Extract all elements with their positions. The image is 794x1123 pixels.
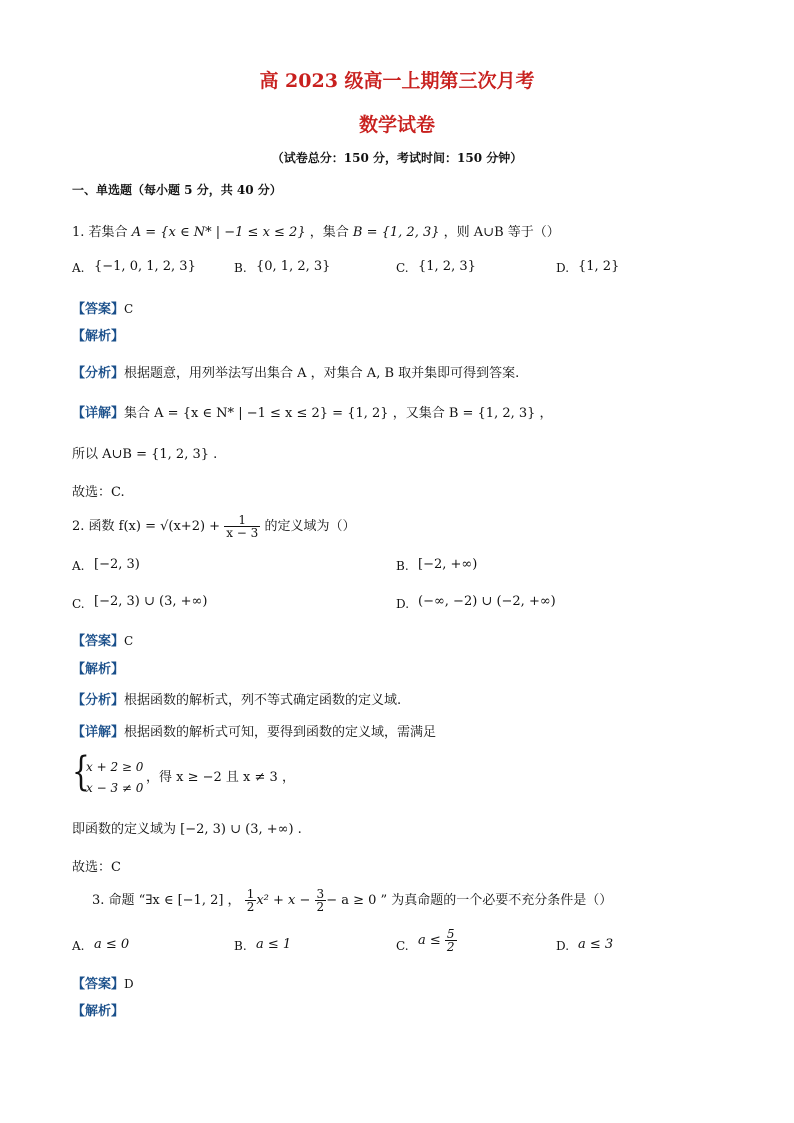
q3-option-b: a ≤ 1 [256, 937, 292, 952]
q2-option-c-label: C. [72, 597, 85, 611]
q3-option-c-label: C. [396, 939, 409, 953]
q3-analysis-label: 【解析】 [72, 1004, 125, 1019]
q2-detail-2: 即函数的定义域为 [−2, 3) ∪ (3, +∞) . [72, 822, 302, 837]
exam-subject: 数学试卷 [358, 114, 435, 136]
q3-option-d: a ≤ 3 [578, 937, 614, 952]
q1-option-a: {−1, 0, 1, 2, 3} [94, 259, 196, 274]
q2-system-brace: { [72, 749, 90, 795]
q3-option-c: a ≤ $\frac{5}{2}$ [418, 927, 455, 954]
q3-option-a-label: A. [72, 939, 85, 953]
q2-system-line-1: x + 2 ≥ 0 [86, 760, 144, 774]
exam-info: （试卷总分：150 分，考试时间：150 分钟） [271, 151, 523, 165]
q2-stem: 2. 函数 f(x) = √(x+2) + $\frac{1}{x - 3}$ 的定义域为（） [72, 513, 356, 540]
q3-option-b-label: B. [234, 939, 247, 953]
q1-detail: 【详解】集合 A = {x ∈ N* | −1 ≤ x ≤ 2} = {1, 2} ，又集合 B = {1, 2, 3} ， [72, 406, 553, 421]
q1-option-b-label: B. [234, 261, 247, 275]
q2-option-a-label: A. [72, 559, 85, 573]
section-heading: 一、单选题（每小题 5 分，共 40 分） [72, 183, 282, 197]
q1-conclusion: 故选：C. [72, 485, 125, 500]
q2-option-d-label: D. [396, 597, 410, 611]
q1-option-c: {1, 2, 3} [418, 259, 476, 274]
q3-answer: 【答案】D [72, 977, 134, 992]
q1-option-d-label: D. [556, 261, 570, 275]
q1-set-a: A = {x ∈ N* | −1 ≤ x ≤ 2} [131, 225, 306, 240]
q1-analysis-label: 【解析】 [72, 329, 125, 344]
q1-fenxi: 【分析】根据题意，用列举法写出集合 A ，对集合 A, B 取并集即可得到答案. [72, 366, 520, 381]
q2-fenxi: 【分析】根据函数的解析式，列不等式确定函数的定义域. [72, 693, 402, 708]
q2-fraction: $\frac{1}{x - 3}$ [226, 513, 259, 540]
q1-answer: 【答案】C [72, 302, 134, 317]
q2-option-c: [−2, 3) ∪ (3, +∞) [94, 594, 208, 609]
q2-detail: 【详解】根据函数的解析式可知，要得到函数的定义域，需满足 [72, 725, 437, 740]
q3-option-a: a ≤ 0 [94, 937, 130, 952]
q1-option-a-label: A. [72, 261, 85, 275]
q2-option-d: (−∞, −2) ∪ (−2, +∞) [418, 594, 556, 609]
q1-detail-2: 所以 A∪B = {1, 2, 3} . [72, 447, 218, 462]
q2-system-line-2: x − 3 ≠ 0 [86, 781, 144, 795]
exam-title: 高 2023 级高一上期第三次月考 [259, 70, 535, 92]
q2-conclusion: 故选：C [72, 860, 121, 875]
q2-analysis-label: 【解析】 [72, 662, 125, 677]
q1-option-b: {0, 1, 2, 3} [256, 259, 331, 274]
q1-option-c-label: C. [396, 261, 409, 275]
q2-option-a: [−2, 3) [94, 557, 140, 572]
q2-system-result: ，得 x ≥ −2 且 x ≠ 3 ， [146, 770, 295, 785]
q1-option-d: {1, 2} [578, 259, 620, 274]
q3-option-d-label: D. [556, 939, 570, 953]
q2-answer: 【答案】C [72, 634, 134, 649]
q3-stem: 3. 命题 “∃x ∈ [−1, 2] ， $\frac{1}{2}$ x² + x − $\frac{3}{2}$ − a ≥ 0 ” 为真命题的一个必要不充分条件是（） [92, 887, 613, 914]
q1-stem: 1. 若集合 A = {x ∈ N* | −1 ≤ x ≤ 2} ，集合 B = {1, 2, 3} ，则 A∪B 等于（） [72, 225, 560, 240]
q2-option-b-label: B. [396, 559, 409, 573]
q2-option-b: [−2, +∞) [418, 557, 478, 572]
q1-set-b: B = {1, 2, 3} [352, 225, 440, 240]
